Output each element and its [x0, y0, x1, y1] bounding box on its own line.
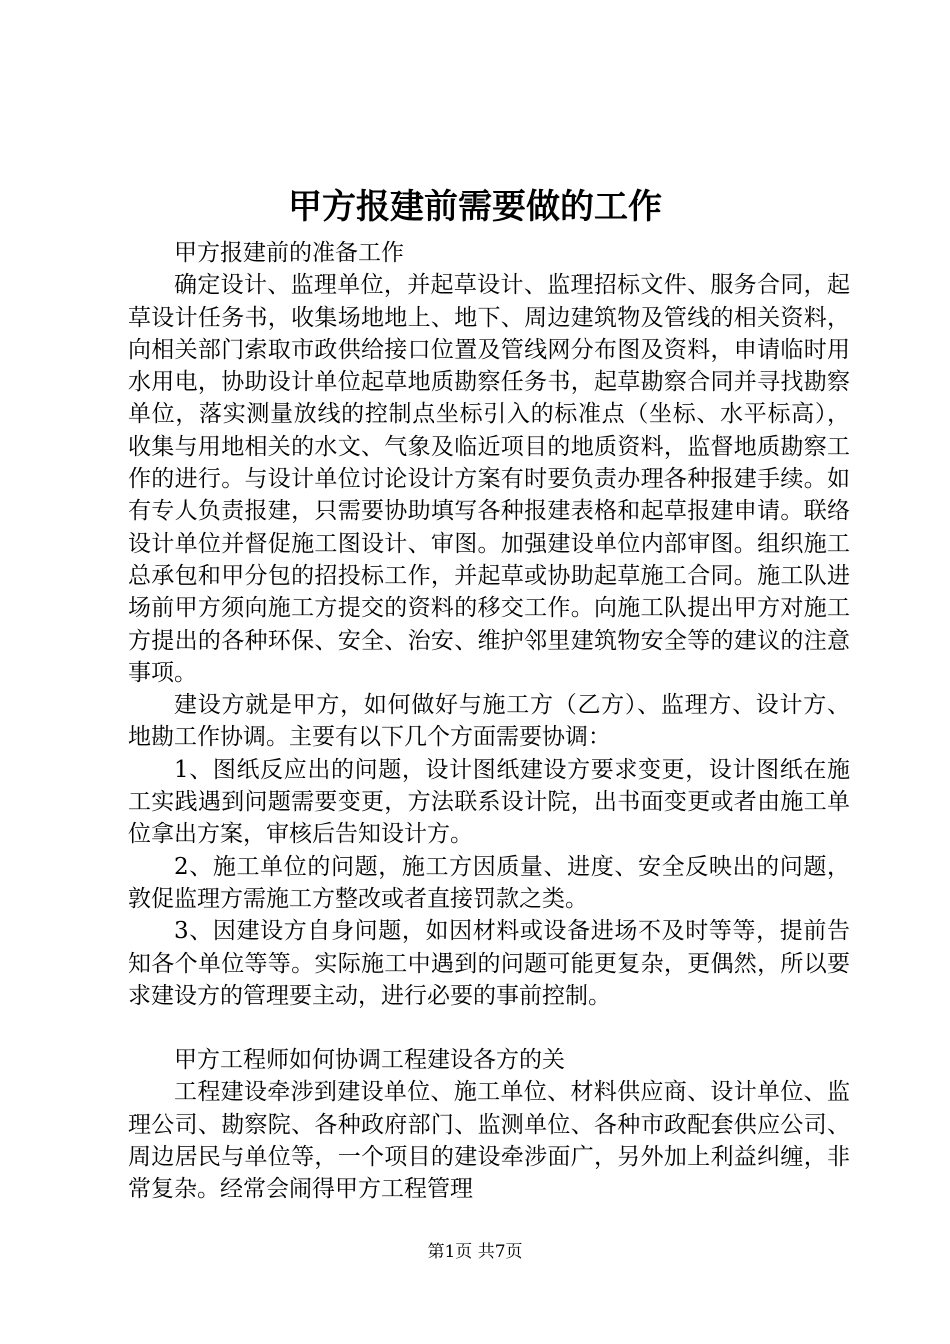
page-title: 甲方报建前需要做的工作	[288, 187, 662, 227]
paragraph-item-drawings: 1、图纸反应出的问题，设计图纸建设方要求变更，设计图纸在施工实践遇到问题需要变更，方法联系设计院，出书面变更或者由施工单位拿出方案，审核后告知设计方。	[128, 756, 850, 848]
document-body	[128, 237, 850, 1206]
paragraph-item-owner: 3、因建设方自身问题，如因材料或设备进场不及时等等，提前告知各个单位等等。实际施工中遇到的问题可能更复杂，更偶然，所以要求建设方的管理要主动，进行必要的事前控制。	[128, 918, 850, 1009]
page-number-footer: 第1页 共7页	[427, 1242, 523, 1262]
paragraph-stakeholders: 工程建设牵涉到建设单位、施工单位、材料供应商、设计单位、监理公司、勘察院、各种政府部门、监测单位、各种市政配套供应公司、周边居民与单位等，一个项目的建设牵涉面广，另外加上利益纠缠，非常复杂。经常会闹得甲方工程管理	[128, 1079, 850, 1203]
section-heading-preparation: 甲方报建前的准备工作	[174, 240, 404, 266]
paragraph-item-contractor: 2、施工单位的问题，施工方因质量、进度、安全反映出的问题，敦促监理方需施工方整改或者直接罚款之类。	[128, 853, 850, 912]
paragraph-preparation-tasks: 确定设计、监理单位，并起草设计、监理招标文件、服务合同，起草设计任务书，收集场地地上、地下、周边建筑物及管线的相关资料，向相关部门索取市政供给接口位置及管线网分布图及资料，申请临时用水用电，协助设计单位起草地质勘察任务书，起草勘察合同并寻找勘察单位，落实测量放线的控制点坐标引入的标准点（坐标、水平标高），收集与用地相关的水文、气象及临近项目的地质资料，监督地质勘察工作的进行。与设计单位讨论设计方案有时要负责办理各种报建手续。如有专人负责报建，只需要协助填写各种报建表格和起草报建申请。联络设计单位并督促施工图设计、审图。加强建设单位内部审图。组织施工总承包和甲分包的招投标工作，并起草或协助起草施工合同。施工队进场前甲方须向施工方提交的资料的移交工作。向施工队提出甲方对施工方提出的各种环保、安全、治安、维护邻里建筑物安全等的建议的注意事项。	[128, 272, 850, 686]
paragraph-coordination-intro: 建设方就是甲方，如何做好与施工方（乙方）、监理方、设计方、地勘工作协调。主要有以下几个方面需要协调：	[128, 692, 850, 751]
section-heading-engineer-coordination: 甲方工程师如何协调工程建设各方的关	[174, 1047, 565, 1074]
